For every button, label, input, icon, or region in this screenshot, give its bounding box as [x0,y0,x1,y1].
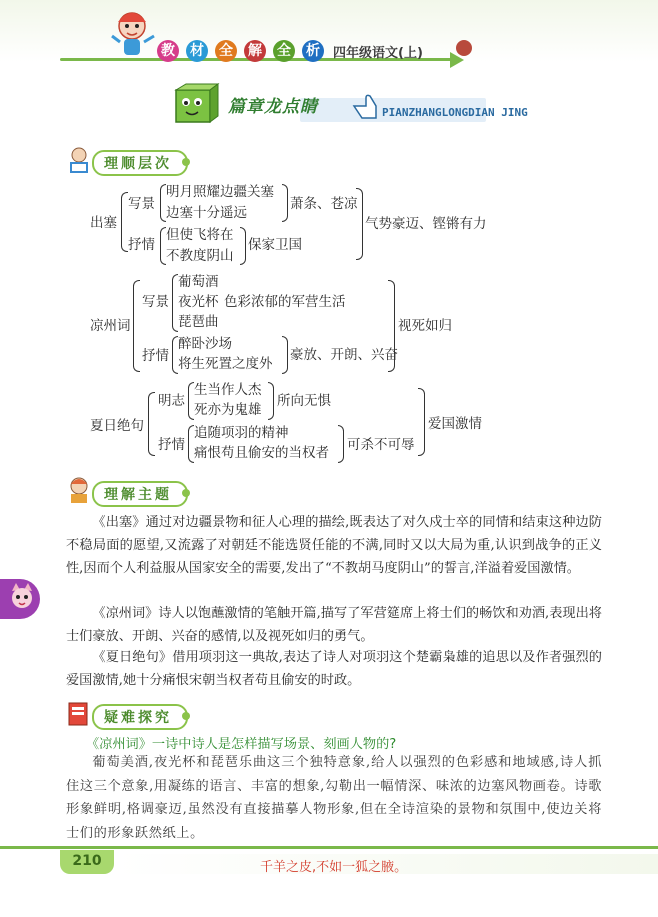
branch-label: 写景 [142,294,169,310]
branch-label: 明志 [158,393,185,409]
header-title-char: 全 [215,40,237,62]
footer-line [0,846,658,849]
branch-label: 抒情 [142,348,169,364]
bracket [338,425,344,463]
leaf-text: 死亦为鬼雄 [194,402,262,418]
pencil-icon [456,40,472,56]
theme-paragraph: 《凉州词》诗人以饱蘸激情的笔触开篇,描写了军营筵席上将士们的畅饮和劝酒,表现出将士们豪放、开朗、兴奋的感情,以及视死如归的勇气。 [66,606,602,644]
section-title-theme: 理解主题 [104,487,172,503]
section-title-difficult: 疑难探究 [104,710,172,726]
theme-paragraph: 《夏日绝句》借用项羽这一典故,表达了诗人对项羽这个楚霸枭雄的追思以及作者强烈的爱国激情,她十分痛恨宋朝当权者苟且偷安的时政。 [66,650,602,688]
leaf-text: 边塞十分遥远 [166,205,247,221]
leaf-text: 琵琶曲 [178,314,219,330]
answer-paragraph: 葡萄美酒,夜光杯和琵琶乐曲这三个独特意象,给人以强烈的色彩感和地域感,诗人抓住这三个意象,用凝练的语言、丰富的想象,勾勒出一幅情深、味浓的边塞风物画卷。诗歌形象鲜明,格调豪迈,虽然没有直接描摹人物形象,但在全诗渲染的景物和氛围中,使边关将士们的形象跃然纸上。 [66,755,602,841]
bracket [133,280,140,372]
summary-text: 气势豪迈、铿锵有力 [365,216,487,232]
bracket [240,227,246,265]
branch-label: 抒情 [158,437,185,453]
bracket [282,336,288,374]
summary-text: 视死如归 [398,318,452,334]
leaf-text: 痛恨苟且偷安的当权者 [194,445,329,461]
header-title-char: 析 [302,40,324,62]
bracket [282,184,288,222]
leaf-desc: 色彩浓郁的军营生活 [224,294,346,310]
bracket [356,188,363,260]
thinking-kid-icon [66,476,92,504]
banner-pinyin: PIANZHANGLONGDIAN JING [382,106,528,119]
theme-paragraph: 《出塞》通过对边疆景物和征人心理的描绘,既表达了对久戍士卒的同情和结束这种边防不稳局面的愿望,又流露了对朝廷不能选贤任能的不满,同时又以大局为重,认识到战争的正义性,因而个人利益服从国家安全的需要,发出了“不教胡马度阴山”的誓言,洋溢着爱国激情。 [66,515,602,576]
mascot-icon [110,8,158,60]
bracket [121,192,128,252]
section-dot [182,712,190,720]
green-box-mascot-icon [170,82,220,128]
section-title-structure: 理顺层次 [104,156,172,172]
section-dot [182,489,190,497]
mood-text: 所向无惧 [277,393,331,409]
branch-label: 抒情 [128,237,155,253]
footer-motto: 千羊之皮,不如一狐之腋。 [260,860,408,875]
mood-text: 萧条、苍凉 [290,196,358,212]
bracket [268,382,274,420]
leaf-text: 追随项羽的精神 [194,425,289,441]
leaf-text: 生当作人杰 [194,382,262,398]
leaf-text: 明月照耀边疆关塞 [166,184,274,200]
leaf-text: 将生死置之度外 [178,356,273,372]
header-title-char: 材 [186,40,208,62]
page-number: 210 [72,853,102,869]
poem-name: 凉州词 [90,318,131,334]
pointing-hand-icon [352,92,380,122]
leaf-text: 但使飞将在 [166,227,234,243]
section-dot [182,158,190,166]
bracket [148,392,155,456]
cat-face-icon [8,583,36,613]
header-title-char: 教 [157,40,179,62]
mood-text: 豪放、开朗、兴奋 [290,347,398,363]
banner-title: 篇章龙点睛 [228,97,318,117]
leaf-text: 葡萄酒 [178,274,219,290]
bracket [388,280,395,372]
leaf-text: 醉卧沙场 [178,336,232,352]
leaf-text: 夜光杯 [178,294,219,310]
grade-label: 四年级语文(上) [333,46,423,61]
branch-label: 写景 [128,196,155,212]
book-icon [66,700,92,728]
bracket [418,388,425,456]
leaf-text: 不教度阴山 [166,248,234,264]
poem-name: 夏日绝句 [90,418,144,434]
poem-name: 出塞 [90,215,117,231]
mood-text: 保家卫国 [248,237,302,253]
question-title: 《凉州词》一诗中诗人是怎样描写场景、刻画人物的? [86,737,397,752]
page-header [0,0,658,62]
reading-kid-icon [66,146,92,174]
header-title-char: 全 [273,40,295,62]
summary-text: 爱国激情 [428,416,482,432]
mood-text: 可杀不可辱 [347,437,415,453]
header-title-char: 解 [244,40,266,62]
